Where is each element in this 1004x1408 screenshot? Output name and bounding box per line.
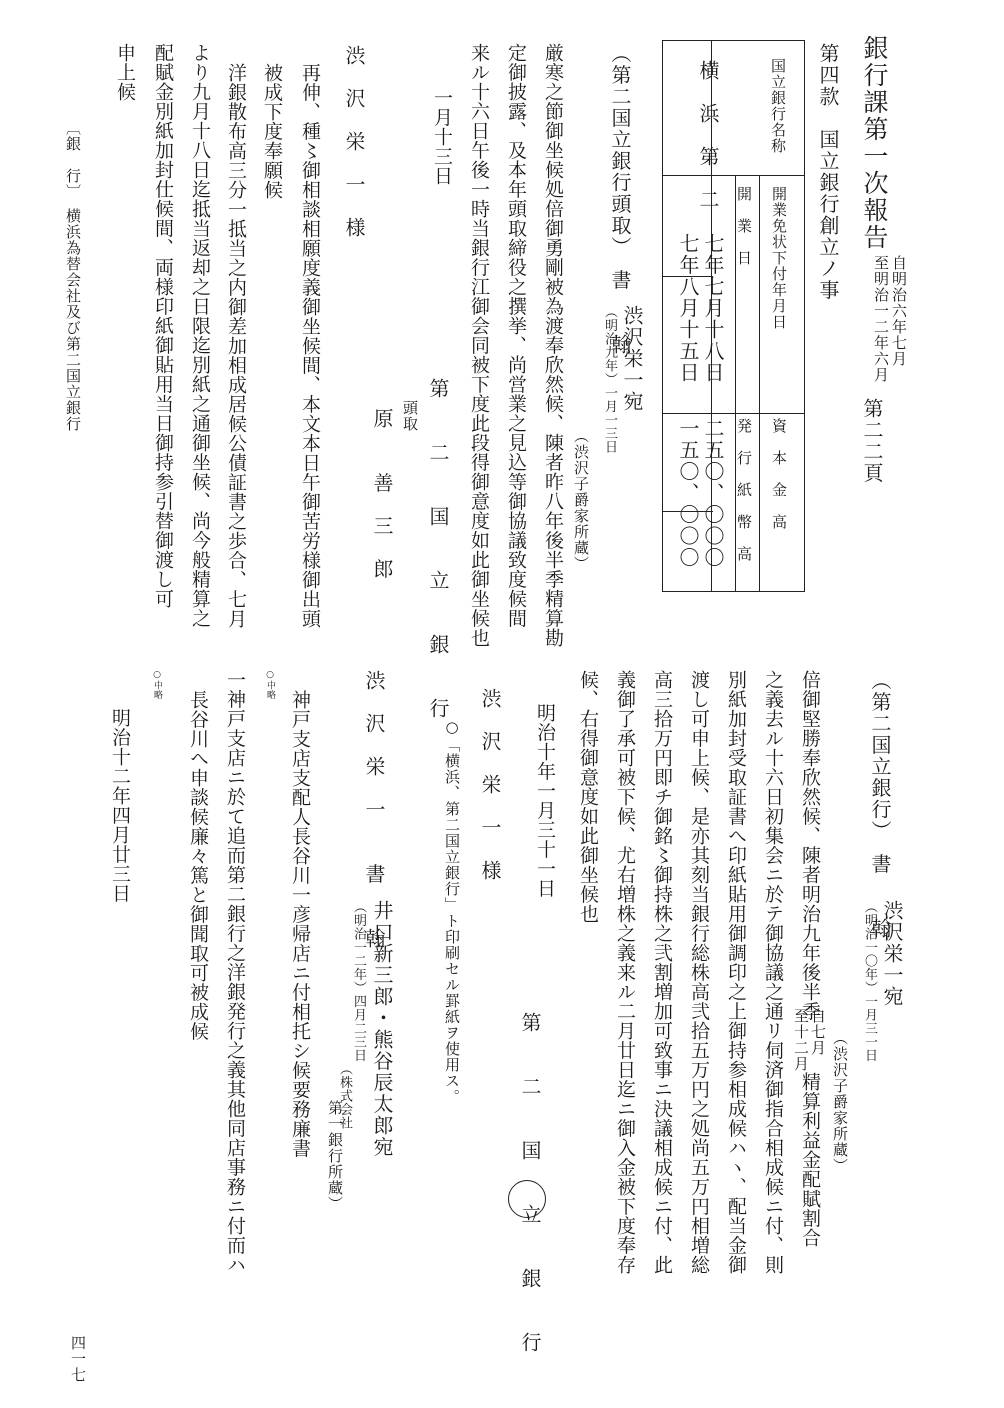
page-reference: 第二二頁 [860,398,884,484]
letter3-body-line: 一神戸支店ニ於て追而第二銀行之洋銀発行之義其他同店事務ニ付而ハ [224,670,246,1275]
footer-category: 〔銀 行〕 [64,120,82,200]
letter1-sender-title: 頭取 [401,400,419,432]
letter2-body-line: 之義去ル十六日初集会ニ於テ御協議之通リ伺済御指合相成候ニ付、則 [762,670,784,1275]
table-divider [663,175,804,176]
letter3-addressee: 井口新三郎・熊谷辰太郎宛 [370,900,394,1158]
letter3-source-b: 第一銀行所蔵） [326,1100,344,1212]
omission-mark: ○中略 [152,670,162,700]
letter1-body-line: 来ル十六日午後一時当銀行江御会同被下度此段得御意度如此御坐候也 [468,43,490,648]
seal-mark [508,1180,546,1218]
letter2-body-line: 渡し可申上候、是亦其刻当銀行総株高弐拾五万円之処尚五万円相増総 [688,670,710,1275]
letter1-sender-bank: 第 二 国 立 銀 行 [426,378,450,730]
capital-cell: 二五〇、〇〇〇 [701,418,725,569]
letter3-date-note: （明治一二年）四月二三日 [351,900,366,1062]
letter3-body-line: 長谷川へ申談候廉々篤と御聞取可被成候 [187,690,209,1041]
license-date-cell: 七年七月十八日 [701,233,725,384]
letter1-heading: （第二国立銀行頭取） 書 翰 [608,43,632,356]
period-to: 至明治一二年六月 [872,255,890,383]
letter2-body-line: 精算利益金配賦割合 [799,1072,821,1248]
letter1-ps-line: 再伸、種〻御相談相願度義御坐候間、本文本日午御苦労様御出頭 [299,63,321,629]
opening-date-cell: 七年八月十五日 [676,233,700,384]
footer-running-title: 横浜為替会社及び第二国立銀行 [64,208,82,432]
letter2-date: 明治十年一月三十一日 [534,703,556,898]
letter2-sender: 第 二 国 立 銀 行 [518,1012,542,1364]
page-number: 四一七 [69,1335,87,1383]
letter2-body-line: 候、右得御意度如此御坐候也 [577,670,599,924]
table-divider [663,413,804,414]
letter1-sender-name: 原 善 三 郎 [370,408,394,580]
letter2-period-to: 至十二月 [792,1008,810,1072]
letter1-ps-line: 被成下度奉願候 [261,63,283,200]
letter2-recipient: 渋 沢 栄 一 様 [478,688,502,882]
col-header-license-date: 開業免状下付年月日 [770,186,788,330]
col-header-bank-name: 国立銀行名称 [769,58,787,154]
period-from: 自明治六年七月 [890,255,908,367]
letter1-date: 一月十三日 [431,88,453,186]
letter3-source-a: （株式会社 [337,1062,352,1130]
letter1-date-note: （明治九年）一月一三日 [602,305,617,454]
letter1-recipient: 渋 沢 栄 一 様 [342,45,366,239]
col-header-opening-date: 開 業 日 [735,186,753,266]
letter1-ps-line: 洋銀散布高三分一抵当之内御差加相成居候公債証書之歩合、七月 [225,63,247,629]
letter2-body-line: 高三拾万円即チ御銘〻御持株之弐割増加可致事ニ決議相成候ニ付、此 [651,670,673,1275]
letter2-period-from: 自七月 [809,1008,827,1056]
letter2-addressee: 渋沢栄一宛 [880,900,904,1008]
omission-mark: ○中略 [265,670,275,700]
letter1-ps-line: より九月十八日迄抵当返却之日限迄別紙之通御坐候、尚今般精算之 [189,43,211,628]
letter1-ps-line: 配賦金別紙加封仕候間、両様印紙御貼用当日御持参引替御渡し可 [152,43,174,609]
letter3-heading: 渋 沢 栄 一 書 翰 [362,670,386,950]
bank-name-cell: 横 浜 第 二 [696,60,720,211]
letter2-source: （渋沢子爵家所蔵） [831,1030,849,1174]
letter1-ps-line: 申上候 [114,43,136,102]
letter1-body-line: 定御披露、及本年頭取締役之撰挙、尚営業之見込等御協議致度候間 [505,43,527,628]
letter1-addressee: 渋沢栄一宛 [620,305,644,413]
letter2-body-line: 別紙加封受取証書へ印紙貼用御調印之上御持参相成候ハヽ、配当金御 [725,670,747,1275]
letter2-heading: （第二国立銀行） 書 翰 [868,670,892,940]
section-heading: 第四款 国立銀行創立ノ事 [816,43,840,301]
letter2-body-line: 倍御堅勝奉欣然候、陳者明治九年後半季 [799,670,821,1021]
letter2-note: ○「横浜、第二国立銀行」ト印刷セル罫紙ヲ使用ス。 [443,718,461,1105]
col-header-notes: 発 行 紙 幣 高 [735,418,753,562]
letter3-body-line: 神戸支店支配人長谷川一彦帰店ニ付相托シ候要務廉書 [289,690,311,1158]
letter1-source: （渋沢子爵家所蔵） [572,428,590,572]
col-header-capital: 資 本 金 高 [770,418,788,530]
letter2-date-note: （明治一〇年）一月三一日 [862,900,877,1062]
letter2-body-line: 義御了承可被下候、尤右増株之義来ル二月廿日迄ニ御入金被下度奉存 [614,670,636,1275]
letter3-date: 明治十二年四月廿三日 [109,708,131,903]
notes-cell: 一五〇、〇〇〇 [676,418,700,569]
letter1-body-line: 厳寒之節御坐候処倍御勇剛被為渡奉欣然候、陳者昨八年後半季精算勘 [542,43,564,648]
page-title: 銀行課第一次報告 [860,35,889,251]
table-divider [759,176,760,591]
